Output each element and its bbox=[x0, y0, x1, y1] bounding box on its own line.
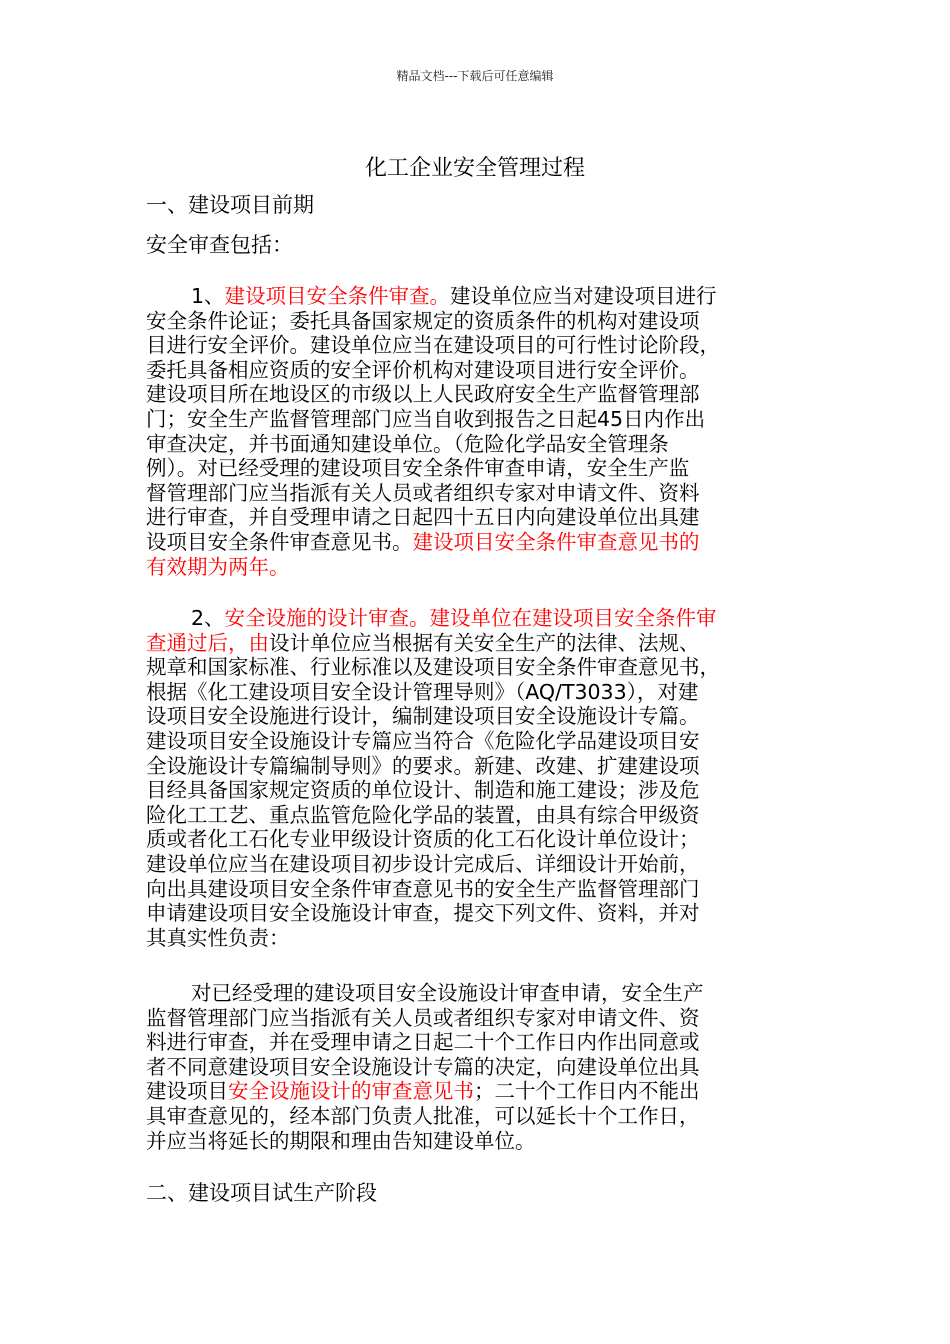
paragraph-line: 目进行安全评价。建设单位应当在建设项目的可行性讨论阶段， bbox=[146, 333, 720, 358]
paragraph-line: 门；安全生产监督管理部门应当自收到报告之日起45日内作出 bbox=[146, 406, 706, 431]
paragraph-line bbox=[146, 606, 806, 631]
paragraph-line: 建设项目安全设施设计专篇应当符合《危险化学品建设项目安 bbox=[146, 728, 700, 753]
paragraph-line: 根据《化工建设项目安全设计管理导则》（AQ/T3033），对建 bbox=[146, 679, 699, 704]
paragraph-line: 进行审查，并自受理申请之日起四十五日内向建设单位出具建 bbox=[146, 505, 700, 530]
paragraph-line: 具审查意见的，经本部门负责人批准，可以延长十个工作日， bbox=[146, 1103, 700, 1128]
paragraph-line: 委托具备相应资质的安全评价机构对建设项目进行安全评价。 bbox=[146, 357, 700, 382]
paragraph-line: 料进行审查，并在受理申请之日起二十个工作日内作出同意或 bbox=[146, 1030, 700, 1055]
paragraph-line: 申请建设项目安全设施设计审查，提交下列文件、资料，并对 bbox=[146, 901, 700, 926]
paragraph-line: 安全条件论证；委托具备国家规定的资质条件的机构对建设项 bbox=[146, 308, 700, 333]
paragraph-line: 设项目安全设施进行设计，编制建设项目安全设施设计专篇。 bbox=[146, 704, 700, 729]
paragraph-line: 者不同意建设项目安全设施设计专篇的决定，向建设单位出具 bbox=[146, 1054, 700, 1079]
paragraph-line: 质或者化工石化专业甲级设计资质的化工石化设计单位设计； bbox=[146, 827, 700, 852]
paragraph-2 bbox=[146, 606, 806, 950]
intro-text: 安全审查包括： bbox=[146, 233, 293, 257]
paragraph-line bbox=[146, 1079, 806, 1104]
paragraph-line: 并应当将延长的期限和理由告知建设单位。 bbox=[146, 1128, 536, 1153]
paragraph-line: 向出具建设项目安全条件审查意见书的安全生产监督管理部门 bbox=[146, 876, 700, 901]
paragraph-line bbox=[146, 284, 806, 309]
paragraph-line: 规章和国家标准、行业标准以及建设项目安全条件审查意见书， bbox=[146, 655, 720, 680]
body-text: 设计单位应当根据有关安全生产的法律、法规、 bbox=[269, 630, 700, 655]
paragraph-line bbox=[146, 530, 806, 555]
item-number: 1、 bbox=[191, 284, 225, 308]
paragraph-line: 建设项目所在地设区的市级以上人民政府安全生产监督管理部 bbox=[146, 382, 700, 407]
section-heading-1: 一、建设项目前期 bbox=[146, 193, 314, 217]
paragraph-line: 目经具备国家规定资质的单位设计、制造和施工建设；涉及危 bbox=[146, 778, 700, 803]
paragraph-3 bbox=[146, 981, 806, 1153]
paragraph-line: 建设单位应当在建设项目初步设计完成后、详细设计开始前， bbox=[146, 851, 700, 876]
body-text: ；二十个工作日内不能出 bbox=[474, 1079, 700, 1104]
item-number: 2、 bbox=[191, 606, 225, 630]
paragraph-line bbox=[146, 631, 806, 656]
paragraph-1 bbox=[146, 284, 806, 579]
paragraph-line: 督管理部门应当指派有关人员或者组织专家对申请文件、资料 bbox=[146, 480, 700, 505]
paragraph-line: 监督管理部门应当指派有关人员或者组织专家对申请文件、资 bbox=[146, 1005, 700, 1030]
paragraph-line: 险化工工艺、重点监管危险化学品的装置，由具有综合甲级资 bbox=[146, 802, 700, 827]
paragraph-line: 其真实性负责： bbox=[146, 925, 290, 950]
highlight-line: 有效期为两年。 bbox=[146, 554, 290, 579]
highlight-text: 建设项目安全条件审查。 bbox=[224, 284, 451, 308]
paragraph-line: 全设施设计专篇编制导则》的要求。新建、改建、扩建建设项 bbox=[146, 753, 700, 778]
document-title: 化工企业安全管理过程 bbox=[364, 156, 585, 181]
body-text: 设项目安全条件审查意见书。 bbox=[146, 529, 413, 554]
paragraph-line: 例）。对已经受理的建设项目安全条件审查申请，安全生产监 bbox=[146, 456, 690, 481]
body-text: 建设项目 bbox=[146, 1079, 228, 1104]
highlight-text: 建设项目安全条件审查意见书的 bbox=[412, 529, 700, 554]
highlight-text: 安全设施的设计审查。建设单位在建设项目安全条件审 bbox=[224, 606, 717, 630]
paragraph-line: 审查决定，并书面通知建设单位。（危险化学品安全管理条 bbox=[146, 431, 669, 456]
header-note: 精品文档---下载后可任意编辑 bbox=[396, 69, 554, 83]
highlight-text: 查通过后，由 bbox=[146, 630, 269, 655]
section-heading-2: 二、建设项目试生产阶段 bbox=[146, 1181, 377, 1205]
paragraph-line: 对已经受理的建设项目安全设施设计审查申请，安全生产 bbox=[191, 981, 704, 1005]
highlight-text: 安全设施设计的审查意见书 bbox=[228, 1079, 474, 1104]
body-text: 建设单位应当对建设项目进行 bbox=[450, 284, 717, 308]
